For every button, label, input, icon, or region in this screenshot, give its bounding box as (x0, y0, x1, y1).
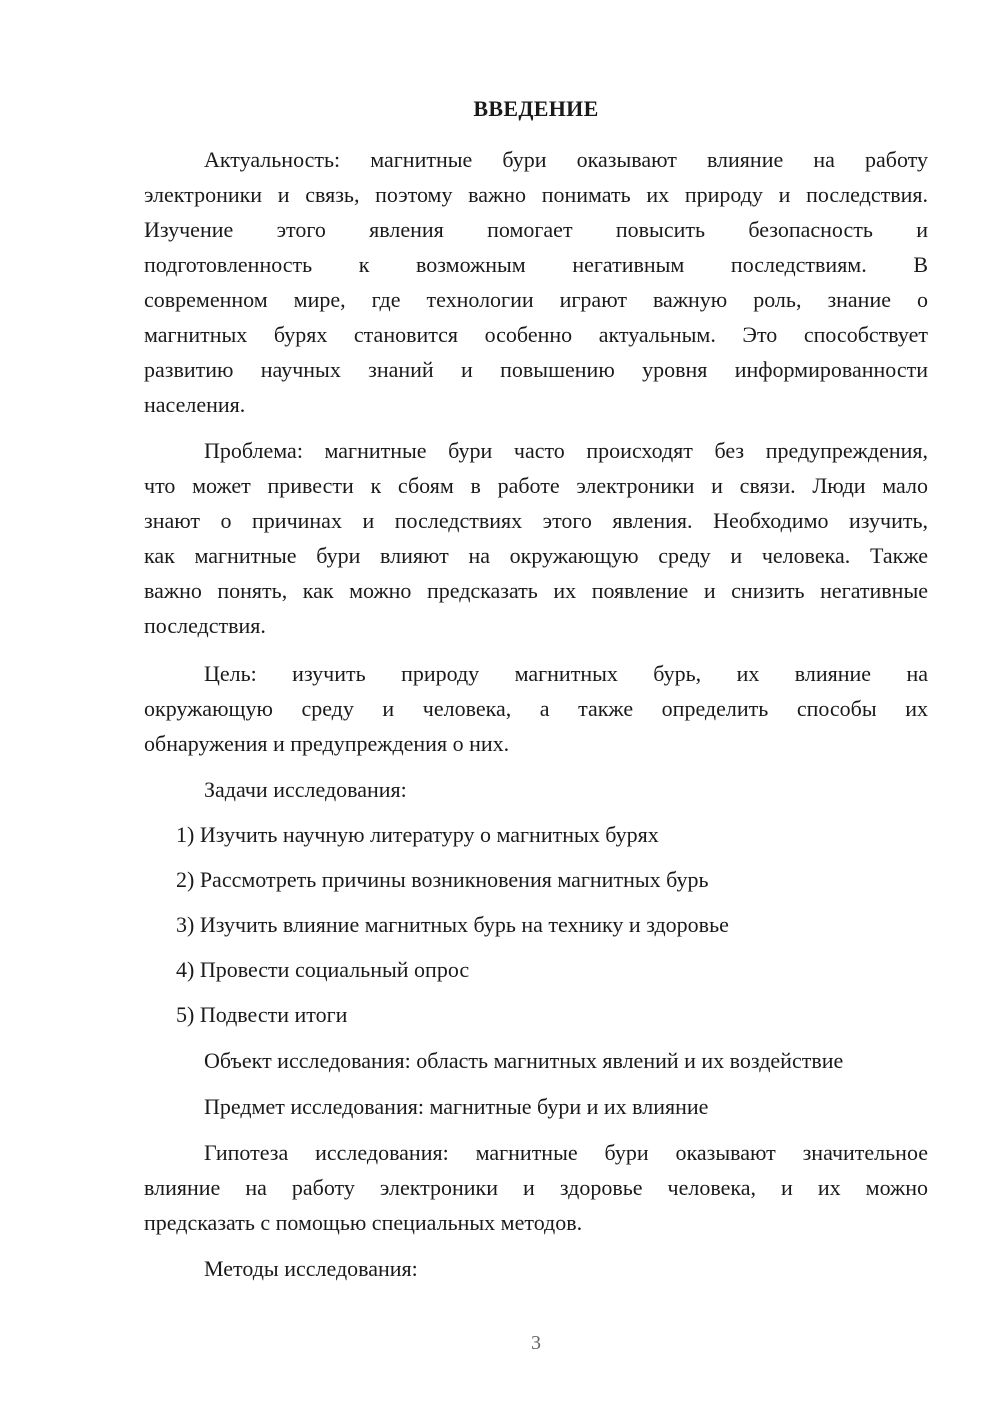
problem-paragraph (144, 433, 928, 643)
research-subject: Предмет исследования: магнитные бури и их влияние (204, 1094, 709, 1119)
text-line: влияние на работу электроники и здоровье человека, и их можно (144, 1175, 928, 1200)
task-item: 5) Подвести итоги (176, 1002, 348, 1027)
text-line: окружающую среду и человека, а также определить способы их (144, 696, 928, 721)
text-line: знают о причинах и последствиях этого явления. Необходимо изучить, (144, 508, 928, 533)
relevance-paragraph (144, 142, 928, 422)
page-title: ВВЕДЕНИЕ (473, 96, 599, 121)
task-item: 2) Рассмотреть причины возникновения магнитных бурь (176, 867, 709, 892)
text-line: предсказать с помощью специальных методов. (144, 1210, 583, 1235)
research-object: Объект исследования: область магнитных явлений и их воздействие (204, 1048, 844, 1073)
hypothesis-paragraph (144, 1135, 928, 1240)
text-line: Цель: изучить природу магнитных бурь, их влияние на (204, 661, 928, 686)
text-line: что может привести к сбоям в работе электроники и связи. Люди мало (144, 473, 928, 498)
text-line: современном мире, где технологии играют важную роль, знание о (144, 287, 928, 312)
text-line: обнаружения и предупреждения о них. (144, 731, 510, 756)
task-item: 4) Провести социальный опрос (176, 957, 470, 982)
goal-paragraph (144, 656, 928, 761)
text-line: населения. (144, 392, 246, 417)
text-line: магнитных бурях становится особенно актуальным. Это способствует (144, 322, 928, 347)
tasks-heading: Задачи исследования: (204, 777, 407, 802)
text-line: подготовленность к возможным негативным последствиям. В (144, 252, 928, 277)
task-item: 3) Изучить влияние магнитных бурь на технику и здоровье (176, 912, 729, 937)
research-methods: Методы исследования: (204, 1256, 418, 1281)
text-line: важно понять, как можно предсказать их появление и снизить негативные (144, 578, 928, 603)
task-item: 1) Изучить научную литературу о магнитных бурях (176, 822, 659, 847)
text-line: Гипотеза исследования: магнитные бури оказывают значительное (204, 1140, 928, 1165)
text-line: как магнитные бури влияют на окружающую среду и человека. Также (144, 543, 928, 568)
text-line: последствия. (144, 613, 266, 638)
page-number: 3 (531, 1332, 541, 1354)
text-line: развитию научных знаний и повышению уровня информированности (144, 357, 928, 382)
text-line: Изучение этого явления помогает повысить безопасность и (144, 217, 928, 242)
text-line: электроники и связь, поэтому важно понимать их природу и последствия. (144, 182, 928, 207)
text-line: Актуальность: магнитные бури оказывают влияние на работу (204, 147, 928, 172)
text-line: Проблема: магнитные бури часто происходят без предупреждения, (204, 438, 928, 463)
